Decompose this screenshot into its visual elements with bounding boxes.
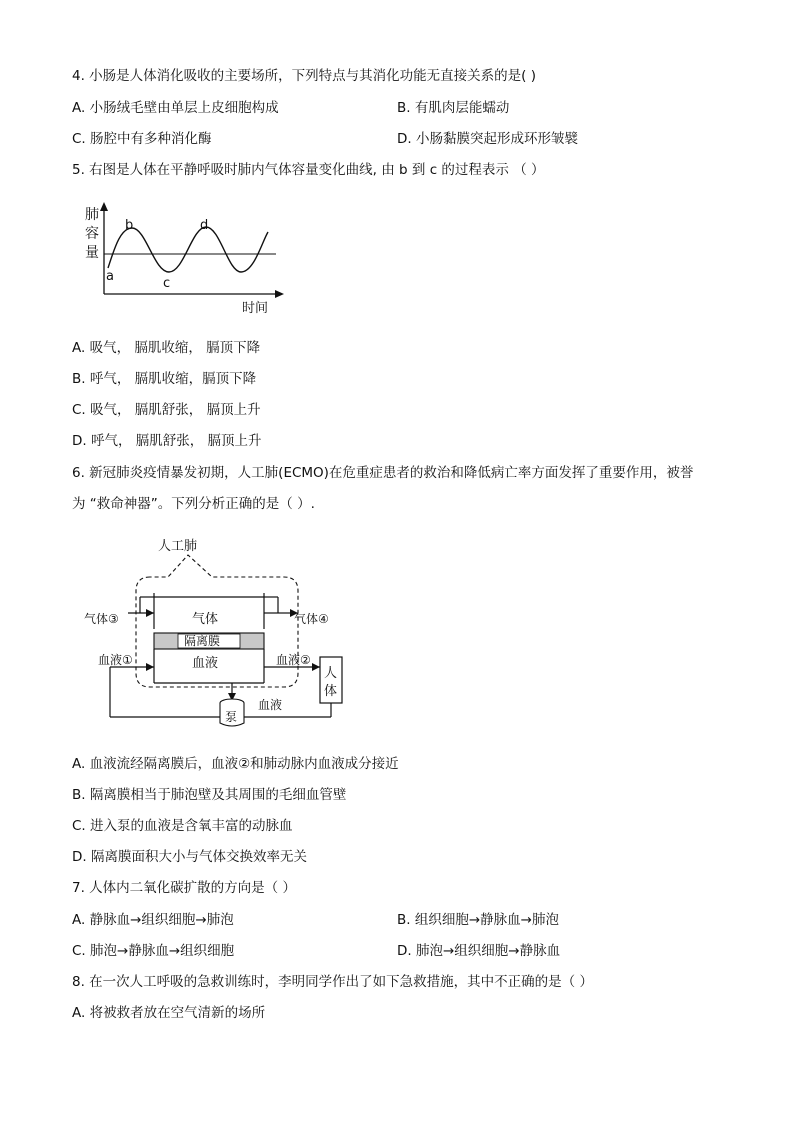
q5-stem: 5. 右图是人体在平静呼吸时肺内气体容量变化曲线, 由 b 到 c 的过程表示 （ ） [72, 162, 545, 178]
q8-stem: 8. 在一次人工呼吸的急救训练时，李明同学作出了如下急救措施，其中不正确的是（ ） [72, 974, 593, 990]
x-label: 时间 [242, 301, 269, 316]
x-axis-arrow [275, 290, 284, 298]
q7-option-d: D. 肺泡→组织细胞→静脉血 [397, 943, 561, 959]
y-label-3: 量 [85, 245, 99, 261]
q7-stem: 7. 人体内二氧化碳扩散的方向是（ ） [72, 880, 296, 896]
q4-stem: 4. 小肠是人体消化吸收的主要场所，下列特点与其消化功能无直接关系的是( ) [72, 68, 536, 84]
q4-option-d: D. 小肠黏膜突起形成环形皱襞 [397, 131, 578, 147]
q5-option-a: A. 吸气， 膈肌收缩， 膈顶下降 [72, 340, 261, 356]
point-d-label: d [200, 218, 209, 233]
y-label-2: 容 [85, 226, 99, 242]
volume-curve [108, 227, 268, 272]
q6-stem-line1: 6. 新冠肺炎疫情暴发初期，人工肺(ECMO)在危重症患者的救治和降低病亡率方面发挥了重要作用，被誉 [72, 465, 694, 481]
blood-chamber-label: 血液 [192, 656, 219, 671]
q4-option-c: C. 肠腔中有多种消化酶 [72, 131, 212, 147]
blood-return-label: 血液 [258, 698, 283, 712]
gas-chamber-label: 气体 [192, 612, 219, 627]
ecmo-figure [80, 533, 360, 733]
membrane-label: 隔离膜 [184, 634, 221, 648]
artificial-lung-label: 人工肺 [158, 539, 198, 554]
body-label-2: 体 [324, 684, 338, 699]
q4-option-b: B. 有肌肉层能蠕动 [397, 100, 510, 116]
blood-out-label: 血液② [276, 653, 311, 667]
q7-option-c: C. 肺泡→静脉血→组织细胞 [72, 943, 235, 959]
gas-out-label: 气体④ [294, 612, 329, 626]
point-c-label: c [163, 276, 171, 291]
q5-option-b: B. 呼气， 膈肌收缩，膈顶下降 [72, 371, 257, 387]
q4-option-a: A. 小肠绒毛壁由单层上皮细胞构成 [72, 100, 279, 116]
point-b-label: b [125, 218, 134, 233]
q6-option-c: C. 进入泵的血液是含氧丰富的动脉血 [72, 818, 293, 834]
q8-option-a: A. 将被救者放在空气清新的场所 [72, 1005, 266, 1021]
q7-option-a: A. 静脉血→组织细胞→肺泡 [72, 912, 234, 928]
q6-option-d: D. 隔离膜面积大小与气体交换效率无关 [72, 849, 307, 865]
q6-option-a: A. 血液流经隔离膜后，血液②和肺动脉内血液成分接近 [72, 756, 399, 772]
q7-option-b: B. 组织细胞→静脉血→肺泡 [397, 912, 559, 928]
y-label-1: 肺 [85, 207, 99, 223]
q5-option-d: D. 呼气， 膈肌舒张， 膈顶上升 [72, 433, 262, 449]
q6-option-b: B. 隔离膜相当于肺泡壁及其周围的毛细血管壁 [72, 787, 347, 803]
q6-stem-line2: 为 “救命神器”。下列分析正确的是（ ）. [72, 496, 315, 512]
blood-in-label: 血液① [98, 653, 133, 667]
point-a-label: a [106, 269, 114, 284]
body-label-1: 人 [324, 666, 338, 681]
y-axis-arrow [100, 202, 108, 211]
gas-in-label: 气体③ [84, 612, 119, 626]
lung-volume-figure [70, 200, 300, 320]
q5-option-c: C. 吸气， 膈肌舒张， 膈顶上升 [72, 402, 261, 418]
pump-label: 泵 [225, 710, 238, 724]
